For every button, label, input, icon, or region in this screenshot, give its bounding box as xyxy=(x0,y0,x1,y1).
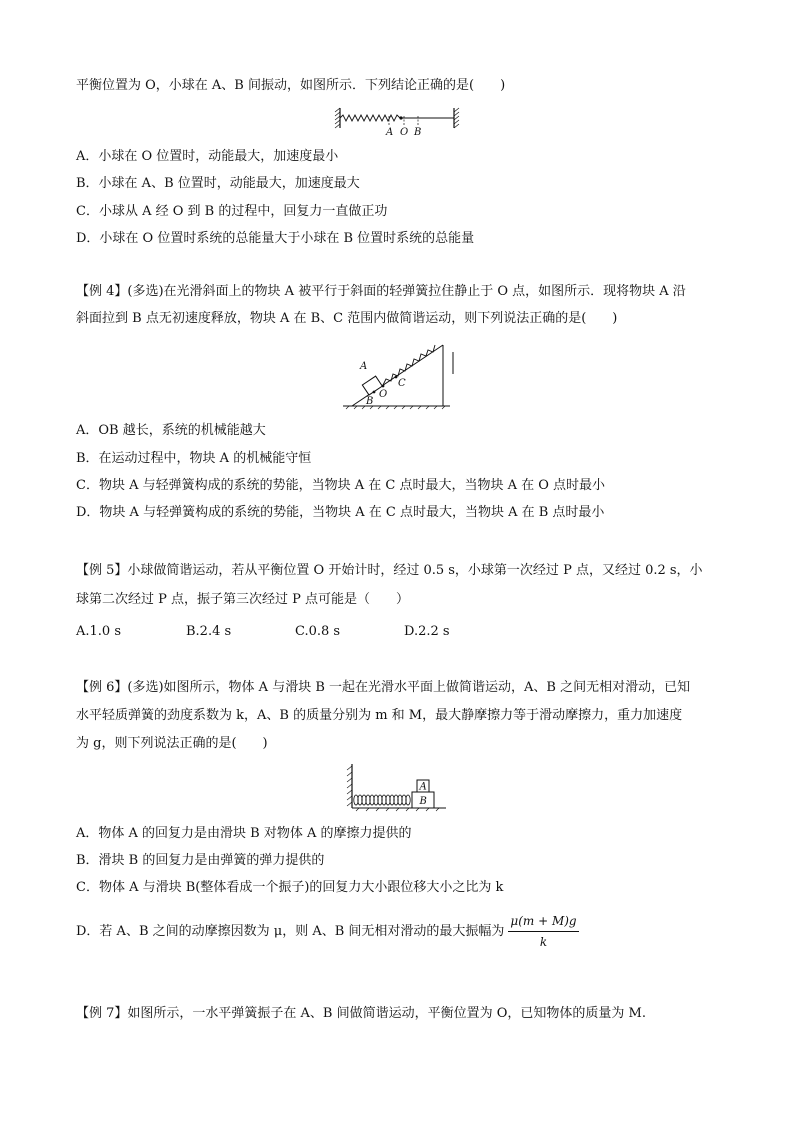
q3-option-d: D．小球在 O 位置时系统的总能量大于小球在 B 位置时系统的总能量 xyxy=(76,231,475,246)
ex4-incline-figure xyxy=(338,340,458,410)
ex4-label-a: A xyxy=(360,361,368,372)
fraction-denominator: k xyxy=(539,935,548,949)
ex6-label-a: A xyxy=(419,781,427,793)
ex4-stem-line1: 【例 4】(多选)在光滑斜面上的物块 A 被平行于斜面的轻弹簧拉住静止于 O 点，如图所示．现将物块 A 沿 xyxy=(76,284,686,299)
ex5-option-c: C.0.8 s xyxy=(295,624,341,639)
ex4-option-d: D．物块 A 与轻弹簧构成的系统的势能，当物块 A 在 C 点时最大，当物块 A 在 B 点时最小 xyxy=(76,505,605,520)
q3-option-b: B．小球在 A、B 位置时，动能最大，加速度最大 xyxy=(76,176,360,191)
ex6-option-d-text: D．若 A、B 之间的动摩擦因数为 μ，则 A、B 间无相对滑动的最大振幅为 xyxy=(76,924,505,939)
ex4-option-c: C．物块 A 与轻弹簧构成的系统的势能，当物块 A 在 C 点时最大，当物块 A 在 O 点时最小 xyxy=(76,478,606,493)
ex6-stem-line2: 水平轻质弹簧的劲度系数为 k，A、B 的质量分别为 m 和 M，最大静摩擦力等于滑动摩擦力，重力加速度 xyxy=(76,708,683,723)
ex6-spring-block-figure xyxy=(346,762,448,812)
ex5-option-b: B.2.4 s xyxy=(186,624,232,639)
ex4-option-b: B．在运动过程中，物块 A 的机械能守恒 xyxy=(76,451,312,466)
q3-label-b: B xyxy=(414,127,422,136)
q3-label-a: A xyxy=(386,127,394,136)
fraction-numerator: μ(m + M)g xyxy=(508,912,578,932)
q3-stem: 平衡位置为 O，小球在 A、B 间振动，如图所示．下列结论正确的是( ) xyxy=(76,78,506,93)
ex5-option-d: D.2.2 s xyxy=(404,624,450,639)
ex7-stem: 【例 7】如图所示，一水平弹簧振子在 A、B 间做简谐运动，平衡位置为 O，已知物体的质量为 M. xyxy=(76,1006,646,1021)
ex4-option-a: A．OB 越长，系统的机械能越大 xyxy=(76,423,266,438)
ex6-option-a: A．物体 A 的回复力是由滑块 B 对物体 A 的摩擦力提供的 xyxy=(76,826,412,841)
ex6-option-c: C．物体 A 与滑块 B(整体看成一个振子)的回复力大小跟位移大小之比为 k xyxy=(76,880,504,895)
amplitude-fraction xyxy=(508,912,578,951)
ex4-label-b: B xyxy=(366,396,374,407)
ex4-label-o: O xyxy=(379,389,388,400)
ex5-option-a: A.1.0 s xyxy=(76,624,121,639)
ex5-stem-line2: 球第二次经过 P 点，振子第三次经过 P 点可能是（ ） xyxy=(76,592,410,607)
ex6-label-b: B xyxy=(419,796,427,807)
ex6-stem-line1: 【例 6】(多选)如图所示，物体 A 与滑块 B 一起在光滑水平面上做简谐运动，A、B 之间无相对滑动，已知 xyxy=(76,680,691,695)
ex4-label-c: C xyxy=(398,378,406,389)
q3-label-o: O xyxy=(400,127,409,136)
q3-option-a: A．小球在 O 位置时，动能最大，加速度最小 xyxy=(76,149,339,164)
q3-option-c: C．小球从 A 经 O 到 B 的过程中，回复力一直做正功 xyxy=(76,204,388,219)
ex6-option-d xyxy=(76,912,579,951)
ex5-stem-line1: 【例 5】小球做简谐运动，若从平衡位置 O 开始计时，经过 0.5 s，小球第一次经过 P 点，又经过 0.2 s，小 xyxy=(76,563,703,578)
q3-spring-figure xyxy=(334,106,462,136)
ex4-stem-line2: 斜面拉到 B 点无初速度释放，物块 A 在 B、C 范围内做简谐运动，则下列说法正确的是( ) xyxy=(76,311,618,326)
ex6-stem-line3: 为 g，则下列说法正确的是( ) xyxy=(76,736,268,751)
ex6-option-b: B．滑块 B 的回复力是由弹簧的弹力提供的 xyxy=(76,853,325,868)
